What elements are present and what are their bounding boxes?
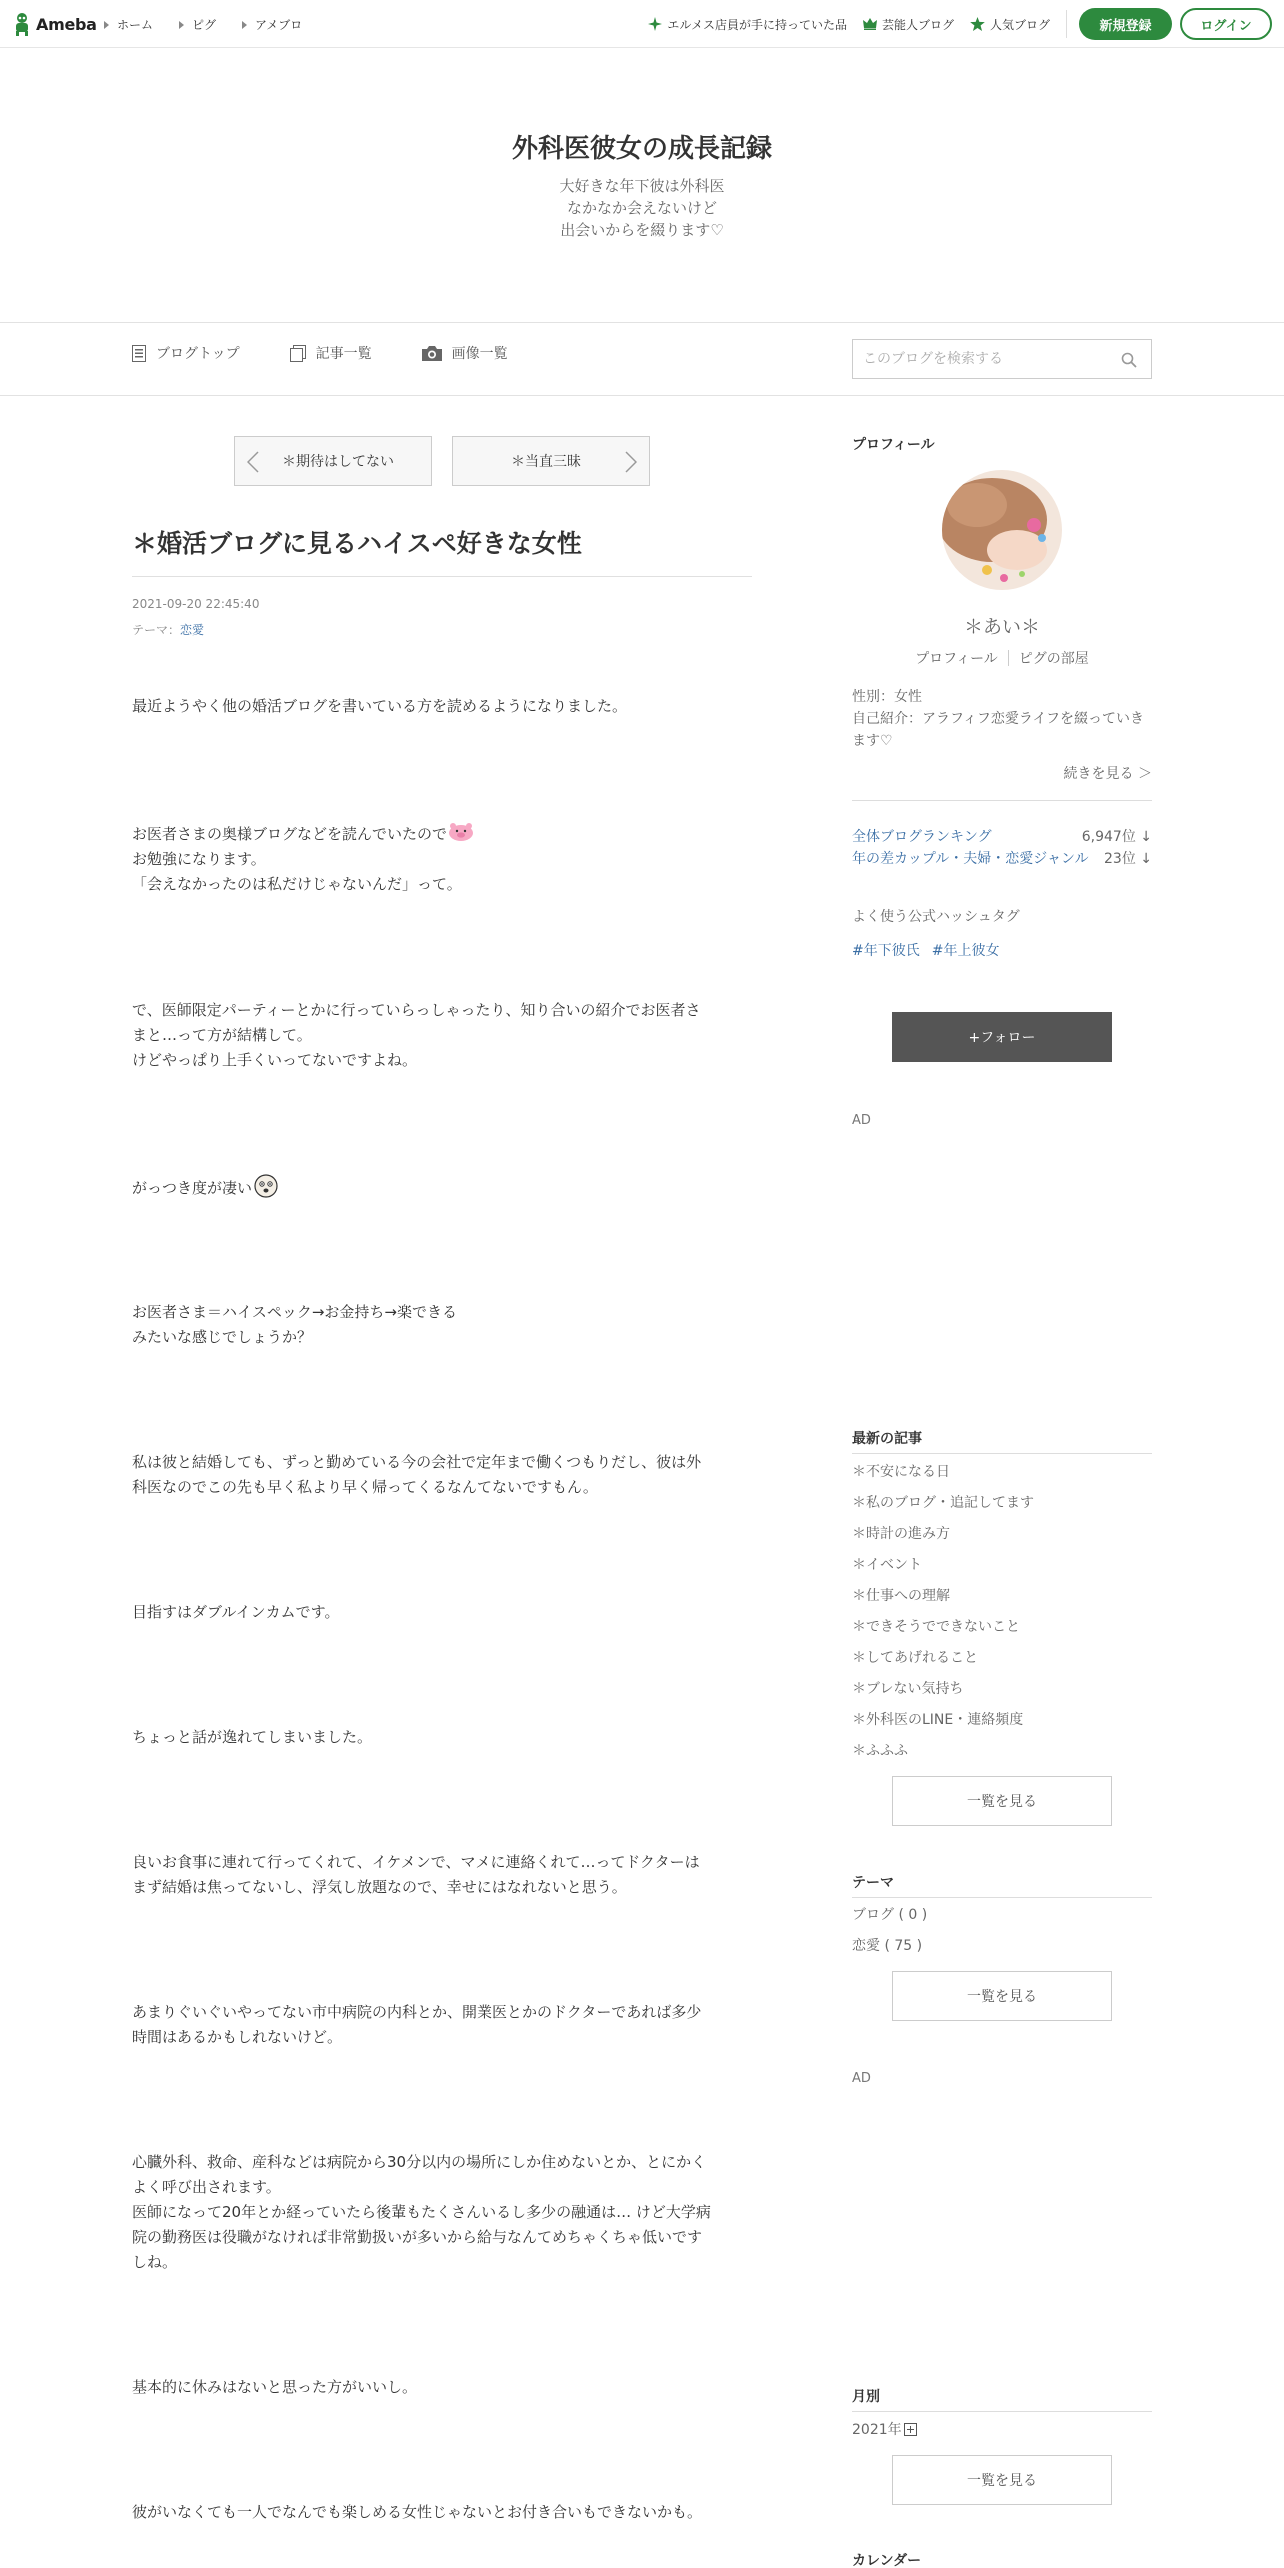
header-right [648,8,1272,40]
article-paragraph [132,2375,752,2400]
hashtag-list [852,940,999,960]
article-list-label: 記事一覧 [315,346,372,362]
login-button[interactable]: ログイン [1180,8,1272,40]
article-paragraph [132,1850,752,1900]
article-theme-label: テーマ： [132,623,181,637]
blog-top-label: ブログトップ [156,346,240,362]
star-icon [970,17,985,31]
theme-heading: テーマ [852,1875,894,1891]
hashtag-link[interactable]: #年下彼氏 [852,943,920,959]
profile-heading: プロフィール [852,437,935,453]
ranking-value: 6,947位 ↓ [1081,829,1152,845]
ameba-logo-text: Ameba [36,14,97,34]
camera-icon [422,345,442,361]
article-paragraph [132,1600,752,1625]
article-line: ちょっと話が逸れてしまいました。 [132,1728,373,1746]
recent-article-link[interactable]: ＊外科医のLINE・連絡頻度 [852,1712,1024,1728]
blog-search-input[interactable] [853,340,1113,378]
profile-nickname[interactable]: ＊あい＊ [963,616,1040,638]
see-all-themes-button[interactable]: 一覧を見る [892,1971,1112,2021]
article-line: みたいな感じでしょうか？ [132,1328,313,1346]
blog-description-line: なかなか会えないけど [566,199,717,217]
profile-link[interactable]: プロフィール [915,651,998,667]
blog-title[interactable]: 外科医彼女の成長記録 [511,134,772,164]
image-list-link[interactable] [422,343,508,363]
year-label: 2021年 [852,2422,902,2438]
article-paragraph [132,1450,752,1500]
follow-button[interactable]: +フォロー [892,1012,1112,1062]
article-line: 心臓外科、救命、産科などは病院から30分以内の場所にしか住めないとか、とにかく [132,2153,707,2171]
profile-gender: 性別：女性 [852,689,922,705]
caret-right-icon [104,21,109,29]
expand-plus-icon[interactable] [904,2423,917,2436]
article-line: あまりぐいぐいやってない市中病院の内科とか、開業医とかのドクターであれば多少 [132,2003,702,2021]
nav-ameblo-label: アメブロ [255,18,303,32]
hermes-link-label: エルメス店員が手に持っていた品 [667,17,847,32]
article-line: まず結婚は焦ってないし、浮気し放題なので、幸せにはなれないと思う。 [132,1878,627,1896]
nav-home[interactable] [104,16,153,33]
ranking-genre-link[interactable]: 年の差カップル・夫婦・恋愛ジャンル [852,851,1089,867]
monthly-divider [852,2411,1152,2412]
pigg-room-link[interactable]: ピグの部屋 [1018,651,1089,667]
pages-icon [290,345,306,362]
ranking-row [852,848,1152,868]
recent-article-link[interactable]: ＊私のブログ・追記してます [852,1495,1034,1511]
nav-ameblo[interactable] [242,16,302,33]
article-line: 最近ようやく他の婚活ブログを書いている方を読めるようになりました。 [132,697,628,715]
pig-face-emoji-icon [448,822,474,842]
recent-articles-heading: 最新の記事 [852,1431,922,1447]
recent-article-link[interactable]: ＊できそうでできないこと [852,1619,1020,1635]
ranking-value: 23位 ↓ [1104,851,1152,867]
recent-articles-divider [852,1453,1152,1454]
document-icon [132,345,146,362]
avatar-image [942,470,1062,590]
article-paragraph [132,2150,752,2275]
article-line: まと…って方が結構して。 [132,1026,312,1044]
theme-link[interactable]: 恋愛 ( 75 ) [852,1938,923,1954]
celebrity-blog-link[interactable] [863,16,954,33]
blog-description-line: 出会いからを綴ります♡ [560,221,724,239]
signup-button[interactable]: 新規登録 [1079,8,1172,40]
crown-icon [863,18,877,30]
ameba-logo[interactable] [12,11,97,37]
article-line: 良いお食事に連れて行ってくれて、イケメンで、マメに連絡くれて…ってドクターは [132,1853,700,1871]
article-line: 医師になって20年とか経っていたら後輩もたくさんいるし多少の融通は… けど大学病 [132,2203,711,2221]
article-line: 目指すはダブルインカムです。 [132,1603,340,1621]
popular-blog-label: 人気ブログ [989,17,1050,32]
recent-article-link[interactable]: ＊不安になる日 [852,1464,950,1480]
header-divider-line [0,322,1284,323]
search-icon[interactable] [1121,352,1137,368]
ad-label: AD [852,2071,871,2086]
article-paragraph [132,822,752,897]
article-line [132,822,752,847]
article-theme-link[interactable]: 恋愛 [180,623,205,637]
ameba-mascot-icon [12,12,32,36]
article-line: 私は彼と結婚しても、ずっと勤めている今の会社で定年まで働くつもりだし、彼は外 [132,1453,702,1471]
article-line-text: がっつき度が凄い [132,1179,253,1197]
recent-article-link[interactable]: ＊時計の進み方 [852,1526,950,1542]
global-header [0,0,1284,48]
article-line: けどやっぱり上手くいってないですよね。 [132,1051,418,1069]
article-line: 科医なのでこの先も早く私より早く帰ってくるなんてないですもん。 [132,1478,598,1496]
blognav-divider-line [0,395,1284,396]
chevron-left-icon [247,451,259,473]
nav-pigg[interactable] [179,16,216,33]
profile-intro-line: 自己紹介：アラフィフ恋愛ライフを綴っていき [852,711,1145,727]
recent-article-link[interactable]: ＊ブレない気持ち [852,1681,964,1697]
article-line: お医者さま＝ハイスペック→お金持ち→楽できる [132,1303,457,1321]
shocked-face-emoji-icon [254,1174,278,1198]
sparkle-icon [648,17,662,31]
nav-pigg-label: ピグ [192,18,217,32]
article-line: よく呼び出されます。 [132,2178,281,2196]
theme-divider [852,1897,1152,1898]
monthly-heading: 月別 [852,2389,880,2405]
header-divider [1066,10,1067,38]
prev-article-button[interactable] [234,436,432,486]
article-list-link[interactable] [290,343,372,363]
article-line [132,1174,752,1201]
article-line: 彼がいなくても一人でなんでも楽しめる女性じゃないとお付き合いもできないかも。 [132,2503,703,2521]
blog-search [852,339,1152,379]
next-article-label: ＊当直三昧 [511,454,581,470]
article-date: 2021-09-20 22:45:40 [132,597,260,611]
recent-article-link[interactable]: ＊仕事への理解 [852,1588,950,1604]
article-line: 時間はあるかもしれないけど。 [132,2028,343,2046]
profile-intro-line: ます♡ [852,733,893,749]
ad-label: AD [852,1113,871,1128]
ranking-row [852,826,1152,846]
recent-article-link[interactable]: ＊してあげれること [852,1650,978,1666]
hermes-link[interactable] [648,16,847,33]
global-nav [104,16,302,33]
article-line: しね。 [132,2253,178,2271]
article-line: 基本的に休みはないと思った方がいいし。 [132,2378,418,2396]
article-line: で、医師限定パーティーとかに行っていらっしゃったり、知り合いの紹介でお医者さ [132,1001,701,1019]
profile-divider [852,800,1152,801]
recent-article-link[interactable]: ＊イベント [852,1557,922,1573]
blog-nav [132,343,508,363]
avatar[interactable] [942,470,1062,590]
article-paragraph [132,1300,752,1350]
chevron-right-icon [625,451,637,473]
theme-link[interactable]: ブログ ( 0 ) [852,1907,928,1923]
article-title-divider [132,576,752,577]
blog-description [0,175,1284,241]
profile-links-divider [1008,650,1009,666]
popular-blog-link[interactable] [970,16,1050,33]
blog-description-line: 大好きな年下彼は外科医 [559,177,725,195]
year-archive-toggle[interactable] [852,2419,917,2439]
hashtag-heading: よく使う公式ハッシュタグ [852,909,1020,925]
next-article-button[interactable] [452,436,650,486]
article-paragraph [132,2500,752,2525]
article-line: 院の勤務医は役職がなければ非常勤扱いが多いから給与なんてめちゃくちゃ低いです [132,2228,703,2246]
blog-top-link[interactable] [132,343,240,363]
calendar-heading: カレンダー [852,2553,922,2568]
image-list-label: 画像一覧 [451,346,508,362]
celebrity-blog-label: 芸能人ブログ [881,17,954,32]
article-title[interactable]: ＊婚活ブログに見るハイスペ好きな女性 [132,529,582,558]
see-all-monthly-button[interactable]: 一覧を見る [892,2455,1112,2505]
profile-links [852,648,1152,668]
recent-article-link[interactable]: ＊ふふふ [852,1743,908,1759]
nav-home-label: ホーム [117,18,154,32]
article-line: お勉強になります。 [132,850,266,868]
profile-intro [852,708,1152,752]
caret-right-icon [179,21,184,29]
caret-right-icon [242,21,247,29]
article-line: 「会えなかったのは私だけじゃないんだ」って。 [132,875,462,893]
article-paragraph [132,998,752,1073]
ranking-overall-link[interactable]: 全体ブログランキング [852,829,992,845]
article-paragraph [132,1725,752,1750]
article-paragraph [132,2000,752,2050]
hashtag-link[interactable]: #年上彼女 [931,943,1000,959]
article-paragraph [132,694,752,719]
article-line-text: お医者さまの奥様ブログなどを読んでいたので [132,825,448,843]
article-theme [132,621,204,638]
article-paragraph [132,1174,752,1201]
prev-article-label: ＊期待はしてない [282,454,394,470]
see-all-articles-button[interactable]: 一覧を見る [892,1776,1112,1826]
read-more-link[interactable]: 続きを見る ＞ [1063,766,1152,782]
